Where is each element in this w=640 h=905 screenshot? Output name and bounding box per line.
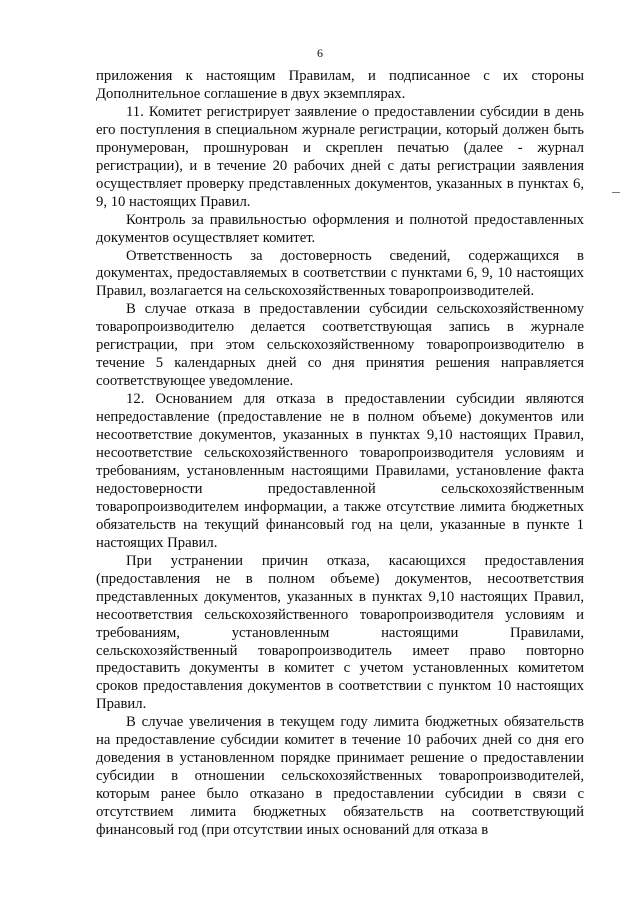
paragraph-responsibility: Ответственность за достоверность сведений, содержащихся в документах, предоставляемых в соответствии с пунктами 6, 9, 10 настоящих Правил, возлагается на сельскохозяйственных товаропроизводителей. (96, 247, 584, 300)
paragraph-resubmission: При устранении причин отказа, касающихся предоставления (предоставления не в полном объеме) документов, несоответствия представленных документов, указанных в пунктах 9,10 настоящих Правил, несоответствия сельскохозяйственного товаропроизводителя условиям и требованиям, установленным настоящими Правилами, сельскохозяйственный товаропроизводитель имеет право повторно предоставить документы в комитет с учетом установленных комитетом сроков предоставления документов в соответствии с пунктом 10 настоящих Правил. (96, 552, 584, 713)
page-number: 6 (317, 46, 323, 60)
paragraph-continuation: приложения к настоящим Правилам, и подписанное с их стороны Дополнительное соглашение в двух экземплярах. (96, 68, 584, 102)
paragraph-refusal-record: В случае отказа в предоставлении субсидии сельскохозяйственному товаропроизводителю делается соответствующая запись в журнале регистрации, при этом сельскохозяйственному товаропроизводителю в течение 5 календарных дней со дня принятия решения направляется соответствующее уведомление. (96, 301, 584, 390)
paragraph-item-12: 12. Основанием для отказа в предоставлении субсидии являются непредоставление (предоставление не в полном объеме) документов или несоответствие документов, указанных в пунктах 9,10 настоящих Правил, несоответствие сельскохозяйственного товаропроизводителя условиям и требованиям, установленным настоящими Правилами, установление факта недостоверности предоставленной сельскохозяйственным товаропроизводителем информации, а также отсутствие лимита бюджетных обязательств на текущий финансовый год на цели, указанные в пункте 1 настоящих Правил. (96, 391, 584, 551)
paragraph-limit-increase: В случае увеличения в текущем году лимита бюджетных обязательств на предоставление субсидии комитет в течение 10 рабочих дней со дня его доведения в установленном порядке принимает решение о предоставлении субсидии в отношении сельскохозяйственных товаропроизводителей, которым ранее было отказано в предоставлении субсидии в связи с отсутствием лимита бюджетных обязательств на соответствующий финансовый год (при отсутствии иных оснований для отказа в (96, 714, 584, 839)
margin-dash-mark (612, 192, 620, 193)
paragraph-item-11: 11. Комитет регистрирует заявление о предоставлении субсидии в день его поступления в специальном журнале регистрации, который должен быть пронумерован, прошнурован и скреплен печатью (далее - журнал регистрации), и в течение 20 рабочих дней с даты регистрации заявления осуществляет проверку представленных документов, указанных в пунктах 6, 9, 10 настоящих Правил. (96, 103, 584, 210)
document-body (96, 68, 584, 840)
paragraph-control: Контроль за правильностью оформления и полнотой предоставленных документов осуществляет комитет. (96, 211, 584, 246)
